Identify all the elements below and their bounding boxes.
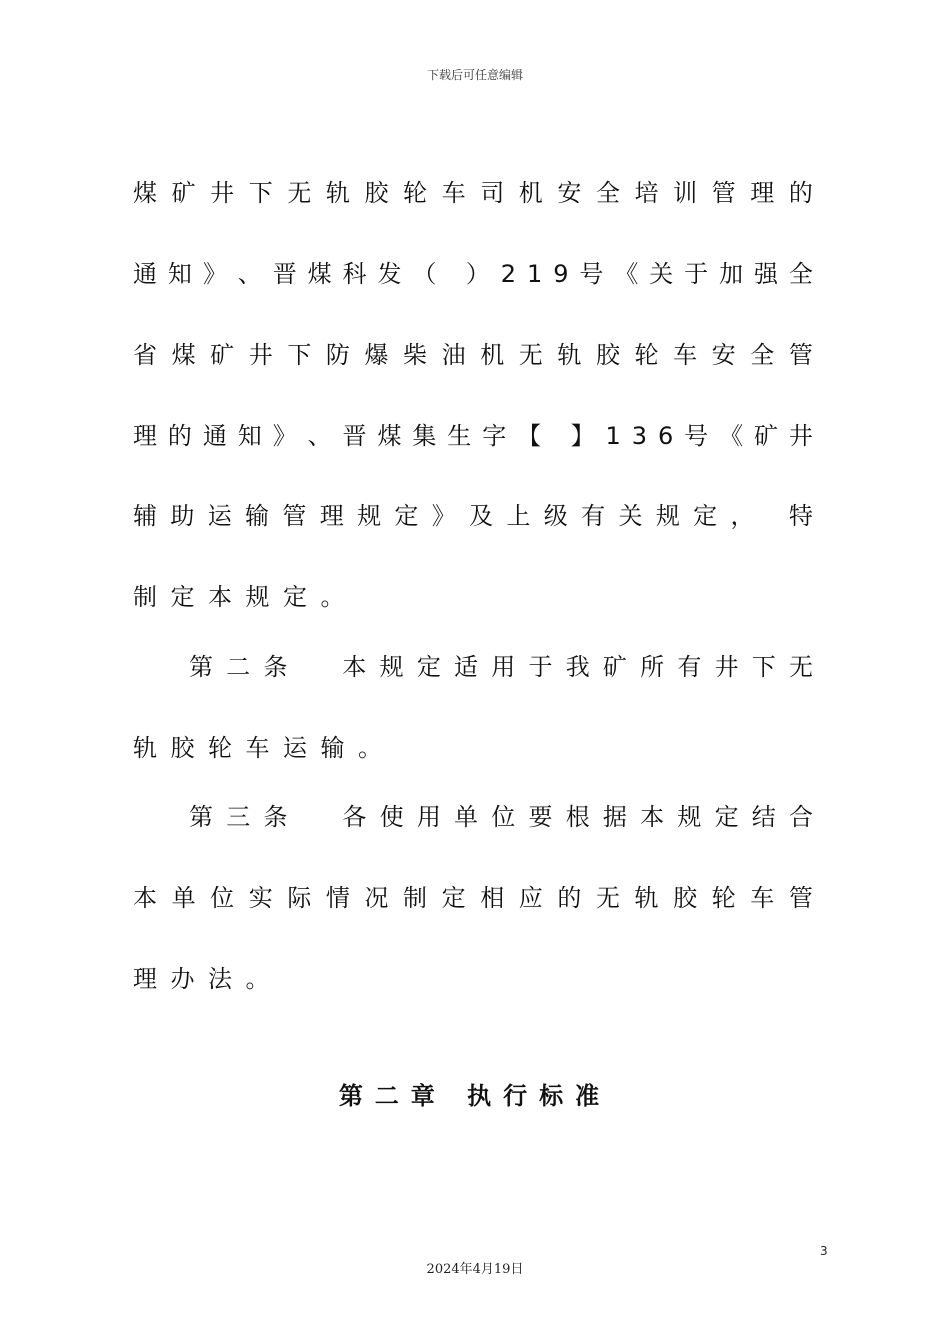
article-3-line-2: 本 单 位 实 际 情 况 制 定 相 应 的 无 轨 胶 轮 车 管: [133, 884, 813, 912]
article-3-line-1: 第 三 条 各 使 用 单 位 要 根 据 本 规 定 结 合: [189, 803, 813, 831]
article-3-line-3: 理办法。: [133, 965, 283, 993]
page-header-note: 下载后可任意编辑: [426, 68, 523, 82]
page-number: 3: [820, 1244, 828, 1258]
body-line-3: 省 煤 矿 井 下 防 爆 柴 油 机 无 轨 胶 轮 车 安 全 管: [133, 341, 813, 369]
footer-date: 2024年4月19日: [426, 1262, 524, 1277]
body-line-6: 制定本规定。: [133, 583, 358, 611]
body-line-2: 通 知 》 、 晋 煤 科 发 （ ） 2 1 9 号 《 关 于 加 强 全: [133, 260, 813, 288]
chapter-heading: 第二章 执行标准: [338, 1082, 612, 1110]
body-line-1: 煤 矿 井 下 无 轨 胶 轮 车 司 机 安 全 培 训 管 理 的: [133, 179, 813, 207]
body-line-4: 理 的 通 知 》 、 晋 煤 集 生 字 【 】 1 3 6 号 《 矿 井: [133, 422, 813, 450]
article-2-line-2: 轨胶轮车运输。: [133, 734, 396, 762]
article-2-line-1: 第 二 条 本 规 定 适 用 于 我 矿 所 有 井 下 无: [189, 653, 813, 681]
body-line-5: 辅 助 运 输 管 理 规 定 》 及 上 级 有 关 规 定 ， 特: [133, 502, 813, 530]
